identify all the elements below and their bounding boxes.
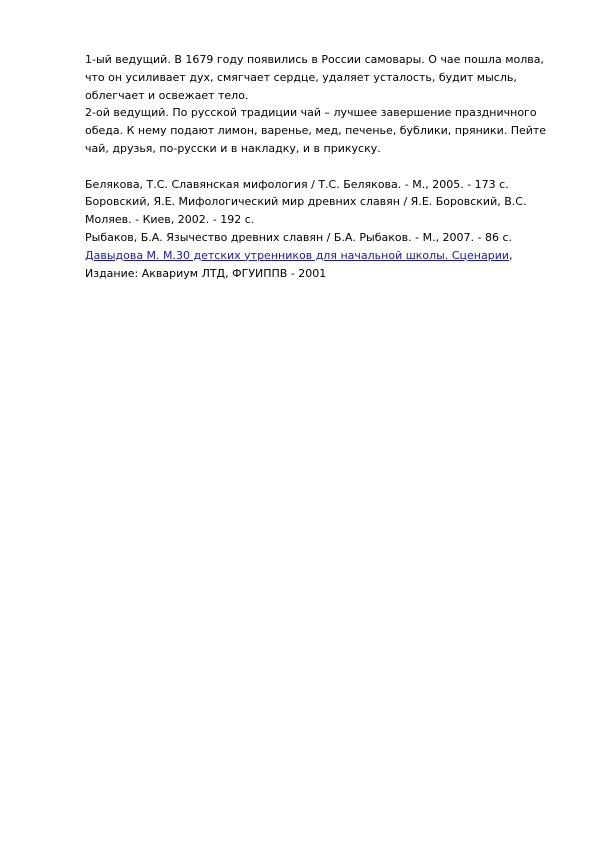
- reference-link-davydova[interactable]: Давыдова М. М.30 детских утренников для начальной школы. Сценарии: [85, 248, 510, 262]
- dialogue-paragraph-first-host: 1-ый ведущий. В 1679 году появились в России самовары. О чае пошла молва, что он усиливает дух, смягчает сердце, удаляет усталость, будит мысль, облегчает и освежает тело.: [85, 53, 544, 102]
- document-body: [85, 51, 565, 282]
- dialogue-paragraph-second-host: 2-ой ведущий. По русской традиции чай – лучшее завершение праздничного обеда. К нему подают лимон, варенье, мед, печенье, бублики, пряники. Пейте чай, друзья, по-русски и в накладку, и в прикуску.: [85, 106, 547, 155]
- reference-publisher-line: Издание: Аквариум ЛТД, ФГУИППВ - 2001: [85, 266, 327, 280]
- reference-link-trailing-comma: ,: [509, 248, 513, 262]
- paragraph-spacer: [85, 158, 565, 176]
- reference-item-beliakova: Белякова, Т.С. Славянская мифология / Т.С. Белякова. - М., 2005. - 173 с.: [85, 177, 509, 191]
- reference-item-borovsky: Боровский, Я.Е. Мифологический мир древних славян / Я.Е. Боровский, В.С. Моляев. - Киев, 2002. - 192 с.: [85, 195, 527, 227]
- reference-item-davydova: [85, 247, 565, 265]
- reference-item-rybakov: Рыбаков, Б.А. Язычество древних славян / Б.А. Рыбаков. - М., 2007. - 86 с.: [85, 230, 513, 244]
